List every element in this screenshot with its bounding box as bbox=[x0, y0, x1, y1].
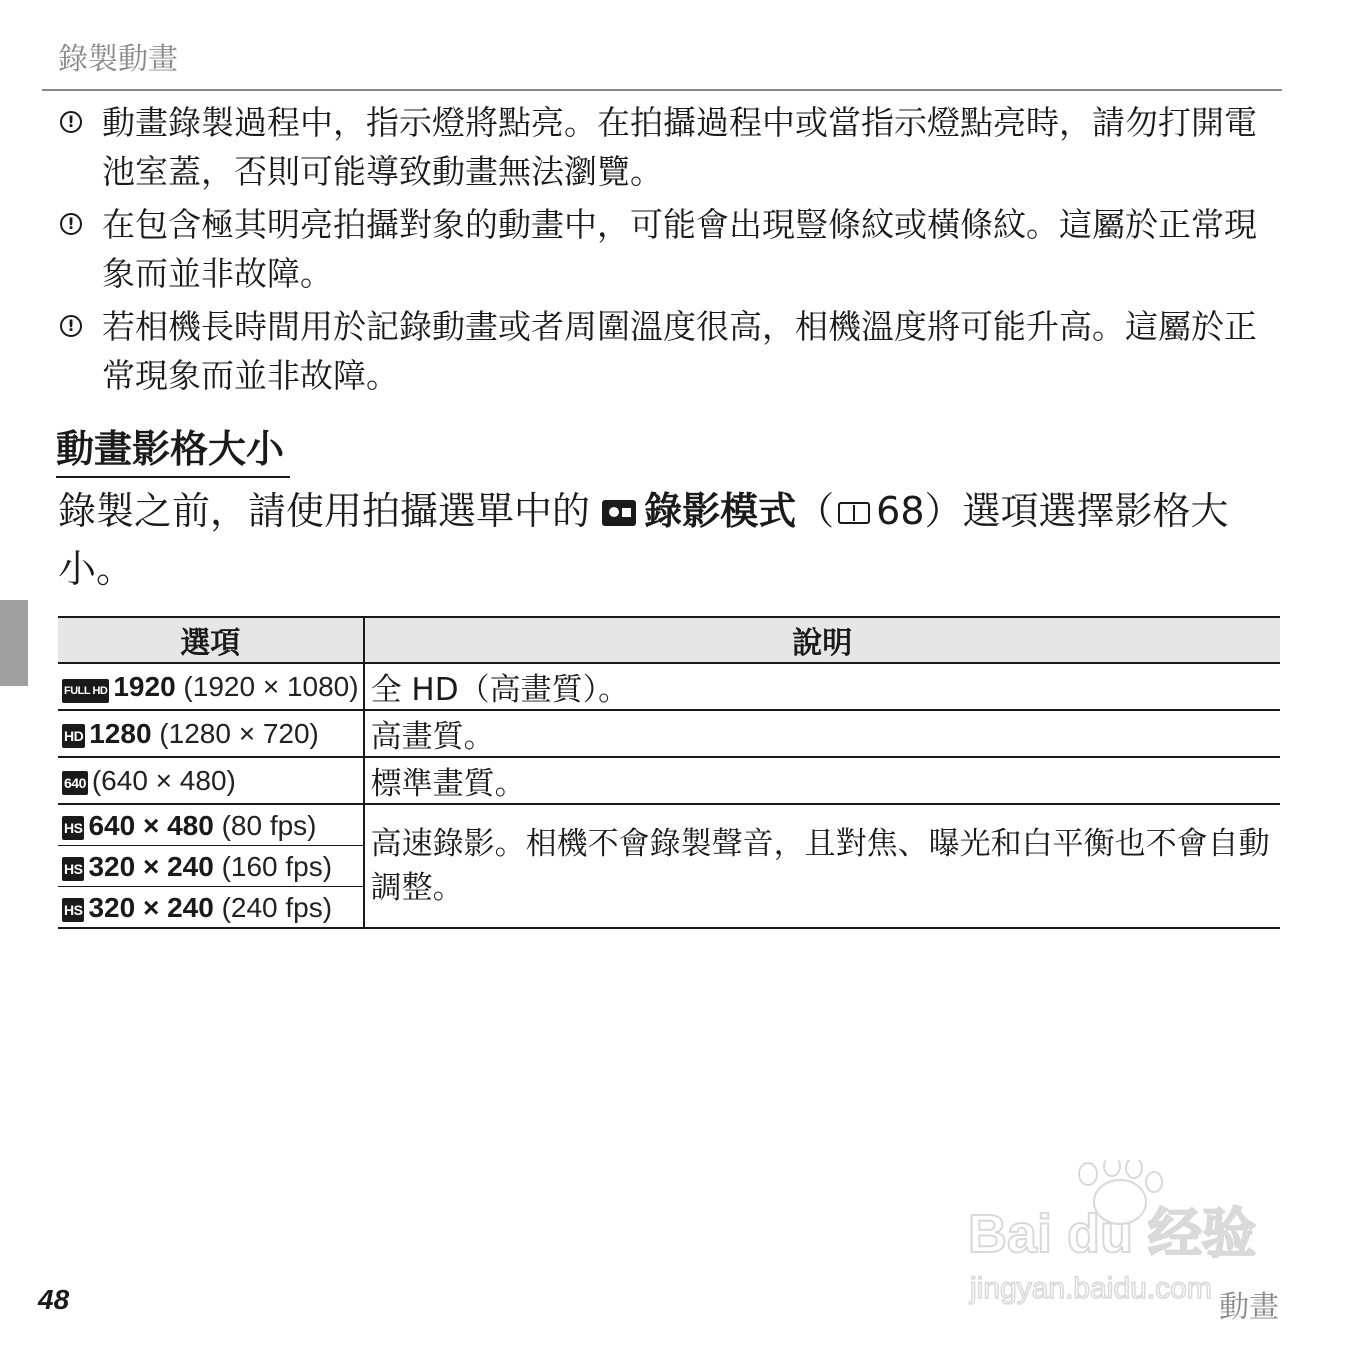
running-header: 錄製動畫 bbox=[58, 42, 178, 77]
option-detail: (1280 × 720) bbox=[151, 718, 319, 749]
header-divider bbox=[42, 89, 1282, 91]
paw-toe-icon bbox=[1079, 1163, 1097, 1185]
table-row bbox=[58, 663, 1280, 710]
page-number: 48 bbox=[38, 1284, 70, 1315]
description-cell: 標準畫質。 bbox=[364, 757, 1280, 804]
table-header-row bbox=[58, 617, 1280, 663]
caution-text: 在包含極其明亮拍攝對象的動畫中，可能會出現豎條紋或橫條紋。這屬於正常現象而並非故障。 bbox=[102, 205, 1257, 293]
caution-list bbox=[58, 98, 1258, 404]
caution-icon: ! bbox=[60, 315, 82, 337]
intro-text-after: ）選項選擇影格大小。 bbox=[58, 489, 1229, 591]
menu-item-name: 錄影模式 bbox=[644, 489, 797, 533]
caution-text: 若相機長時間用於記錄動畫或者周圍溫度很高，相機溫度將可能升高。這屬於正常現象而並非故障。 bbox=[102, 307, 1257, 395]
description-cell: 全 HD（高畫質）。 bbox=[364, 663, 1280, 710]
hd-icon: HD bbox=[62, 724, 85, 748]
option-detail: (240 fps) bbox=[213, 891, 333, 923]
intro-text-before: 錄製之前，請使用拍攝選單中的 bbox=[58, 489, 591, 533]
table-row bbox=[58, 804, 1280, 846]
option-cell bbox=[58, 887, 364, 929]
option-bold: 320 × 240 bbox=[88, 850, 214, 882]
caution-item bbox=[58, 302, 1258, 400]
option-cell bbox=[58, 757, 364, 804]
table-header-option: 選項 bbox=[58, 617, 364, 663]
high-speed-icon: HS bbox=[62, 898, 84, 922]
option-detail: (1920 × 1080) bbox=[175, 671, 359, 702]
option-cell bbox=[58, 804, 364, 846]
option-cell bbox=[58, 663, 364, 710]
description-cell: 高畫質。 bbox=[364, 710, 1280, 757]
caution-icon: ! bbox=[60, 213, 82, 235]
caution-icon: ! bbox=[60, 111, 82, 133]
option-bold: 1280 bbox=[89, 718, 152, 749]
high-speed-icon: HS bbox=[62, 857, 84, 881]
intro-paren-open: （ bbox=[796, 489, 835, 533]
table-row bbox=[58, 710, 1280, 757]
watermark-brand: Bai du 经验 bbox=[968, 1204, 1257, 1264]
option-cell bbox=[58, 846, 364, 887]
footer-chapter-label: 動畫 bbox=[1219, 1290, 1279, 1325]
high-speed-icon: HS bbox=[62, 816, 84, 840]
caution-text: 動畫錄製過程中，指示燈將點亮。在拍攝過程中或當指示燈點亮時，請勿打開電池室蓋，否則可能導致動畫無法瀏覽。 bbox=[102, 103, 1257, 191]
full-hd-icon: FULL HD bbox=[62, 679, 109, 703]
caution-item bbox=[58, 98, 1258, 196]
caution-item bbox=[58, 200, 1258, 298]
option-detail: (160 fps) bbox=[213, 850, 333, 882]
option-detail: (80 fps) bbox=[213, 809, 317, 841]
option-cell bbox=[58, 710, 364, 757]
description-cell: 高速錄影。相機不會錄製聲音，且對焦、曝光和白平衡也不會自動調整。 bbox=[364, 804, 1280, 928]
chapter-tab bbox=[0, 600, 28, 686]
table-header-description: 說明 bbox=[364, 617, 1280, 663]
paw-toe-icon bbox=[1146, 1172, 1162, 1192]
sd-640-icon: 640 bbox=[62, 771, 88, 795]
paw-toe-icon bbox=[1126, 1160, 1142, 1178]
section-heading: 動畫影格大小 bbox=[56, 424, 290, 478]
paw-toe-icon bbox=[1104, 1160, 1120, 1176]
movie-mode-icon bbox=[602, 500, 636, 526]
watermark-url: jingyan.baidu.com bbox=[970, 1272, 1212, 1305]
option-bold: 1920 bbox=[113, 671, 176, 702]
page-reference: 68 bbox=[876, 489, 925, 533]
book-reference-icon bbox=[838, 502, 870, 524]
option-detail: (640 × 480) bbox=[91, 765, 236, 796]
frame-size-table bbox=[58, 616, 1280, 929]
intro-paragraph bbox=[58, 482, 1273, 598]
option-bold: 640 × 480 bbox=[88, 809, 214, 841]
option-bold: 320 × 240 bbox=[88, 891, 214, 923]
table-row bbox=[58, 757, 1280, 804]
